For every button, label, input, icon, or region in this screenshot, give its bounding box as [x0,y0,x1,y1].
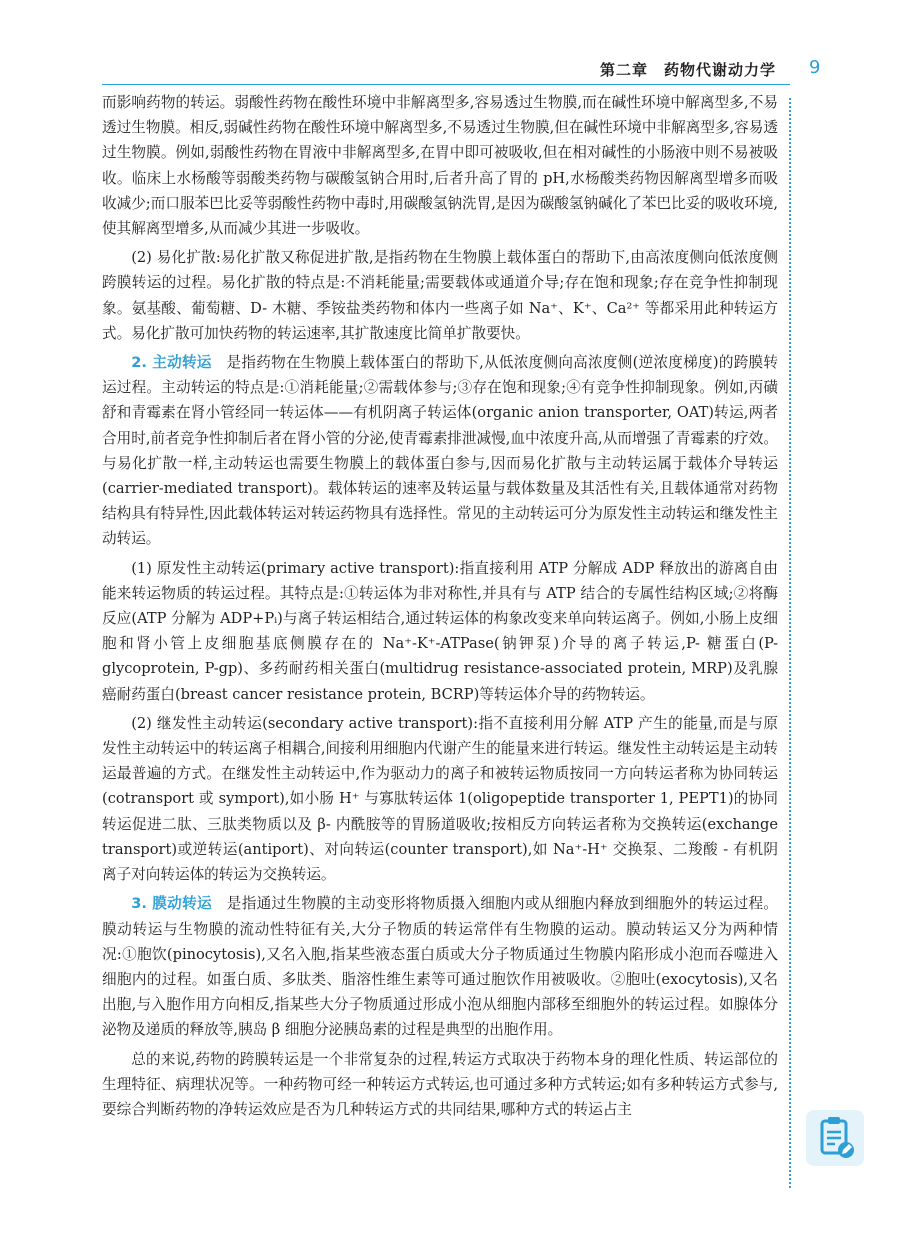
paragraph-3 [102,350,778,552]
page-number: 9 [809,57,821,78]
paragraph-2: (2) 易化扩散:易化扩散又称促进扩散,是指药物在生物膜上载体蛋白的帮助下,由高浓度侧向低浓度侧跨膜转运的过程。易化扩散的特点是:不消耗能量;需要载体或通道介导;存在饱和现象;存在竞争性抑制现象。氨基酸、葡萄糖、D- 木糖、季铵盐类药物和体内一些离子如 Na⁺、K⁺、Ca²⁺ 等都采用此种转运方式。易化扩散可加快药物的转运速率,其扩散速度比简单扩散要快。 [102,249,778,342]
paragraph-4: (1) 原发性主动转运(primary active transport):指直接利用 ATP 分解成 ADP 释放出的游离自由能来转运物质的转运过程。其特点是:①转运体为非对称性,并具有与 ATP 结合的专属性结构区域;②将酶反应(ATP 分解为 ADP+Pᵢ)与离子转运相结合,通过转运体的构象改变来单向转运离子。例如,小肠上皮细胞和肾小管上皮细胞基底侧膜存在的 Na⁺-K⁺-ATPase(钠钾泵)介导的离子转运,P- 糖蛋白(P-glycoprotein, P-gp)、多药耐药相关蛋白(multidrug resistance-associated protein, MRP)及乳腺癌耐药蛋白(breast cancer resistance protein, BCRP)等转运体介导的药物转运。 [102,559,778,703]
paragraph-6 [102,891,778,1042]
paragraph-5: (2) 继发性主动转运(secondary active transport):指不直接利用分解 ATP 产生的能量,而是与原发性主动转运中的转运离子相耦合,间接利用细胞内代谢产生的能量来进行转运。继发性主动转运是主动转运最普遍的方式。在继发性主动转运中,作为驱动力的离子和被转运物质按同一方向转运者称为协同转运(cotransport 或 symport),如小肠 H⁺ 与寡肽转运体 1(oligopeptide transporter 1, PEPT1)的协同转运促进二肽、三肽类物质以及 β- 内酰胺等的胃肠道吸收;按相反方向转运者称为交换转运(exchange transport)或逆转运(antiport)、对向转运(counter transport),如 Na⁺-H⁺ 交换泵、二羧酸 - 有机阴离子对向转运体的转运为交换转运。 [102,714,778,884]
paragraph-1: 而影响药物的转运。弱酸性药物在酸性环境中非解离型多,容易透过生物膜,而在碱性环境中解离型多,不易透过生物膜。相反,弱碱性药物在酸性环境中解离型多,不易透过生物膜,但在碱性环境中非解离型多,容易透过生物膜。例如,弱酸性药物在胃液中非解离型多,在胃中即可被吸收,但在相对碱性的小肠液中则不易被吸收。临床上水杨酸等弱酸类药物与碳酸氢钠合用时,后者升高了胃的 pH,水杨酸类药物因解离型增多而吸收减少;而口服苯巴比妥等弱酸性药物中毒时,用碳酸氢钠洗胃,是因为碳酸氢钠碱化了苯巴比妥的吸收环境,使其解离型增多,从而减少其进一步吸收。 [102,94,778,238]
paragraph-6-text: 是指通过生物膜的主动变形将物质摄入细胞内或从细胞内释放到细胞外的转运过程。膜动转运与生物膜的流动性特征有关,大分子物质的转运常伴有生物膜的运动。膜动转运又分为两种情况:①胞饮(pinocytosis),又名入胞,指某些液态蛋白质或大分子物质通过生物膜内陷形成小泡而吞噬进入细胞内的过程。如蛋白质、多肽类、脂溶性维生素等可通过胞饮作用被吸收。②胞吐(exocytosis),又名出胞,与入胞作用方向相反,指某些大分子物质通过形成小泡从细胞内部移至细胞外的转运过程。如腺体分泌物及递质的释放等,胰岛 β 细胞分泌胰岛素的过程是典型的出胞作用。 [102,895,778,1039]
chapter-title: 第二章 药物代谢动力学 [599,61,776,79]
margin-dotted-rule [789,98,791,1188]
paragraph-3-text: 是指药物在生物膜上载体蛋白的帮助下,从低浓度侧向高浓度侧(逆浓度梯度)的跨膜转运过程。主动转运的特点是:①消耗能量;②需载体参与;③存在饱和现象;④有竞争性抑制现象。例如,丙磺舒和青霉素在肾小管经同一转运体——有机阴离子转运体(organic anion transporter, OAT)转运,两者合用时,前者竞争性抑制后者在肾小管的分泌,使青霉素排泄减慢,血中浓度升高,从而增强了青霉素的疗效。与易化扩散一样,主动转运也需要生物膜上的载体蛋白参与,因而易化扩散与主动转运属于载体介导转运(carrier-mediated transport)。载体转运的速率及转运量与载体数量及其活性有关,且载体通常对药物结构具有特异性,因此载体转运对转运药物具有选择性。常见的主动转运可分为原发性主动转运和继发性主动转运。 [102,354,779,548]
paragraph-7: 总的来说,药物的跨膜转运是一个非常复杂的过程,转运方式取决于药物本身的理化性质、转运部位的生理特征、病理状况等。一种药物可经一种转运方式转运,也可通过多种方式转运;如有多种转运方式参与,要综合判断药物的净转运效应是否为几种转运方式的共同结果,哪种方式的转运占主 [102,1050,778,1118]
body-text [102,90,778,1126]
page-header [0,0,900,86]
clipboard-edit-icon[interactable] [806,1110,864,1166]
section-heading-membrane-transport: 3. 膜动转运 [131,895,212,913]
header-rule [102,84,790,85]
section-heading-active-transport: 2. 主动转运 [131,354,212,372]
